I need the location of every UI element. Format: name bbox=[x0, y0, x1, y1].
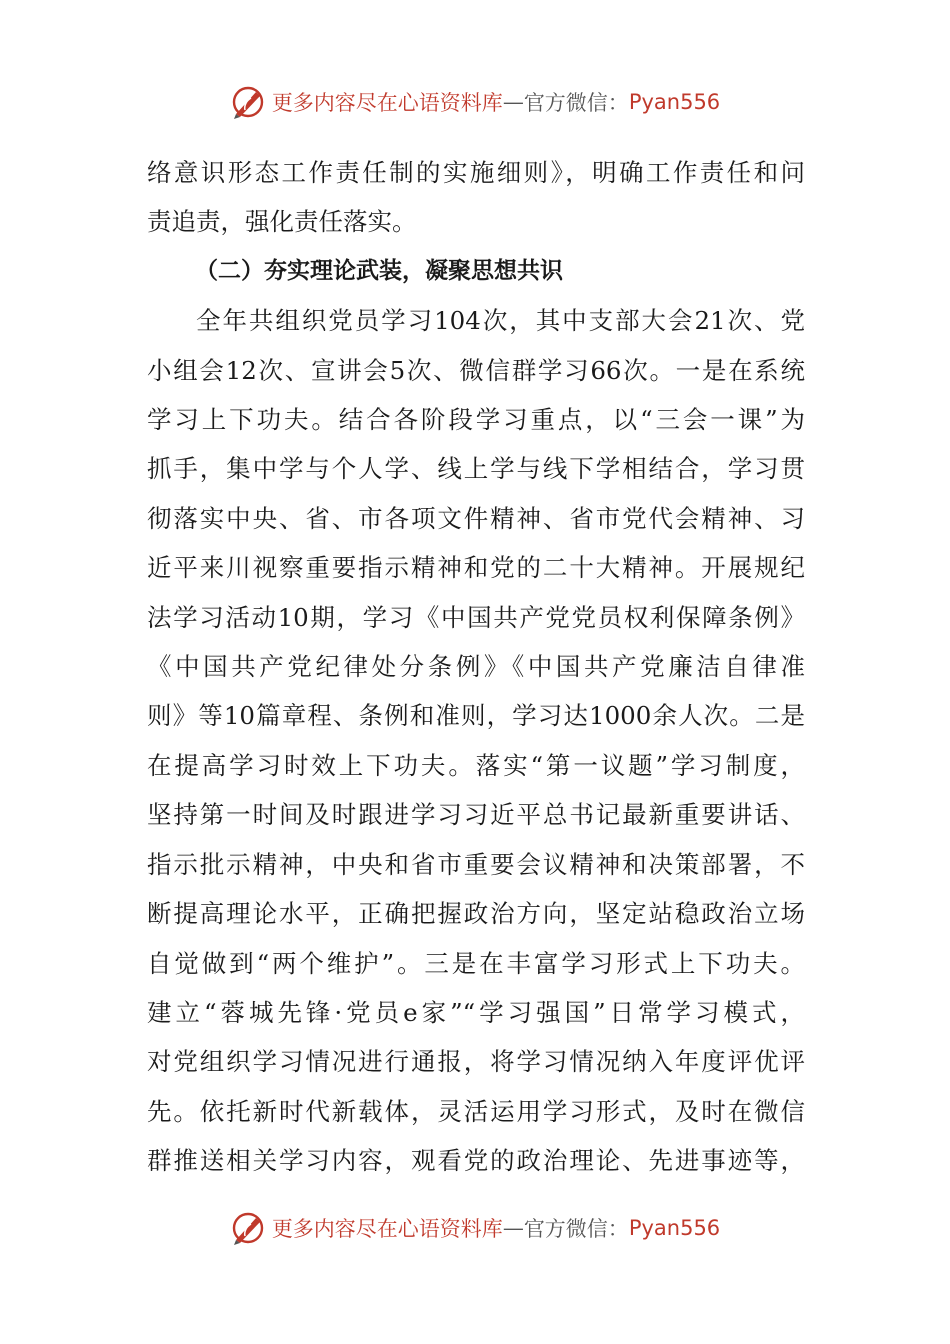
watermark-label: 官方微信： bbox=[523, 1217, 629, 1241]
watermark-wechat-id: Pyan556 bbox=[628, 90, 721, 114]
body-line: 建立“蓉城先锋·党员e家”“学习强国”日常学习模式， bbox=[147, 997, 805, 1027]
body-line: 《中国共产党纪律处分条例》《中国共产党廉洁自律准 bbox=[147, 652, 805, 682]
body-line: 法学习活动10期，学习《中国共产党党员权利保障条例》 bbox=[147, 602, 805, 632]
body-line: 指示批示精神，中央和省市重要会议精神和决策部署，不 bbox=[147, 849, 805, 879]
body-line: 对党组织学习情况进行通报，将学习情况纳入年度评优评 bbox=[147, 1047, 805, 1077]
watermark-separator: — bbox=[502, 90, 524, 114]
body-line: 彻落实中央、省、市各项文件精神、省市党代会精神、习 bbox=[147, 503, 805, 533]
body-line: 学习上下功夫。结合各阶段学习重点，以“三会一课”为 bbox=[147, 405, 805, 435]
section-heading: （二）夯实理论武装，凝聚思想共识 bbox=[195, 257, 563, 284]
document-body bbox=[147, 148, 805, 1186]
body-line: 断提高理论水平，正确把握政治方向，坚定站稳政治立场 bbox=[147, 899, 805, 929]
paragraph-first-line: 全年共组织党员学习104次，其中支部大会21次、党 bbox=[196, 306, 805, 336]
body-line: 自觉做到“两个维护”。三是在丰富学习形式上下功夫。 bbox=[147, 948, 805, 978]
body-line: 则》等10篇章程、条例和准则，学习达1000余人次。二是 bbox=[147, 701, 805, 731]
header-watermark bbox=[0, 82, 950, 122]
body-line: 近平来川视察重要指示精神和党的二十大精神。开展规纪 bbox=[147, 553, 805, 583]
body-line: 抓手，集中学与个人学、线上学与线下学相结合，学习贯 bbox=[147, 454, 805, 484]
body-line: 先。依托新时代新载体，灵活运用学习形式，及时在微信 bbox=[147, 1096, 805, 1126]
watermark-site-text: 更多内容尽在心语资料库 bbox=[271, 91, 503, 115]
body-line: 小组会12次、宣讲会5次、微信群学习66次。一是在系统 bbox=[147, 355, 805, 385]
watermark-label: 官方微信： bbox=[523, 91, 629, 115]
watermark-site-text: 更多内容尽在心语资料库 bbox=[271, 1217, 503, 1241]
body-line: 在提高学习时效上下功夫。落实“第一议题”学习制度， bbox=[147, 750, 805, 780]
body-line: 络意识形态工作责任制的实施细则》，明确工作责任和问 bbox=[147, 158, 805, 187]
pen-logo-icon bbox=[230, 84, 266, 120]
pen-logo-icon bbox=[230, 1210, 266, 1246]
body-line: 责追责，强化责任落实。 bbox=[147, 207, 417, 237]
body-line: 群推送相关学习内容，观看党的政治理论、先进事迹等， bbox=[147, 1146, 805, 1176]
watermark-separator: — bbox=[502, 1216, 524, 1240]
watermark-wechat-id: Pyan556 bbox=[628, 1216, 721, 1240]
body-line: 坚持第一时间及时跟进学习习近平总书记最新重要讲话、 bbox=[147, 800, 805, 830]
footer-watermark bbox=[0, 1208, 950, 1248]
